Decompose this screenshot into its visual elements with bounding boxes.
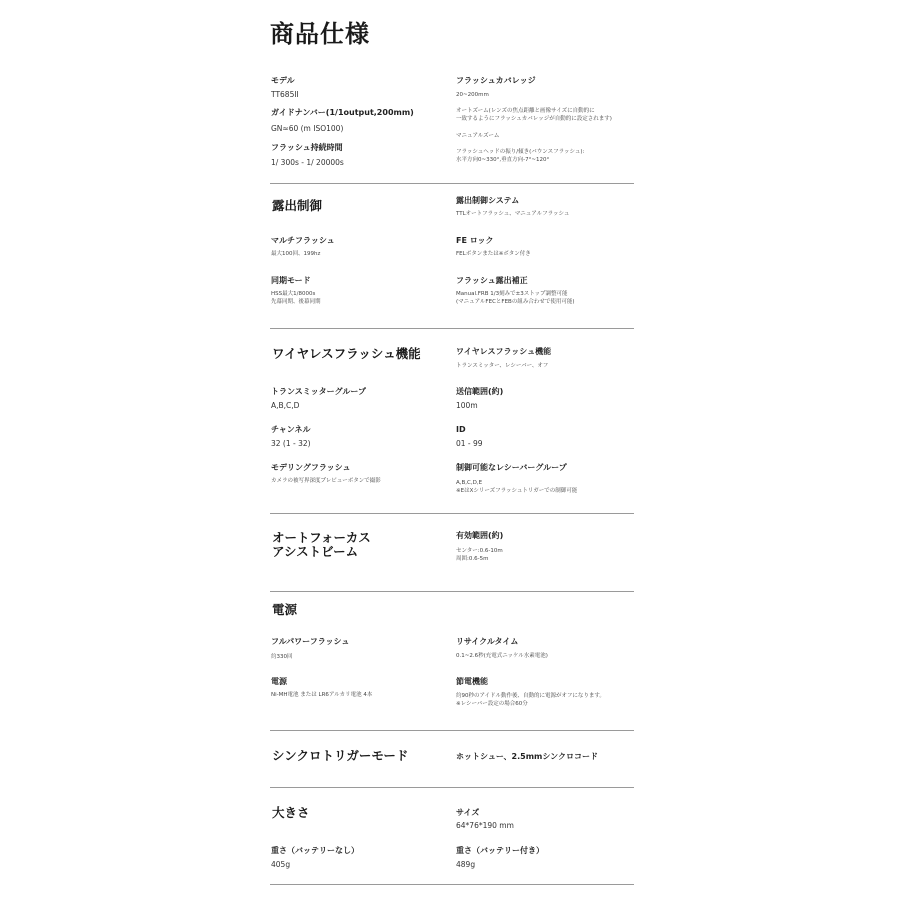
weight-no-battery-value: 405g (271, 860, 291, 869)
flash-duration-label: フラッシュ持続時間 (271, 143, 343, 152)
divider (270, 328, 634, 329)
weight-no-battery-label: 重さ（バッテリーなし） (271, 846, 359, 855)
sync-mode-label: 同期モード (271, 276, 311, 285)
power-save-label: 節電機能 (456, 677, 488, 686)
recycle-label: リサイクルタイム (456, 637, 519, 646)
fe-lock-value: FELボタンまたは※ボタン付き (456, 251, 531, 257)
transmit-range-label: 送信範囲(約) (456, 387, 504, 396)
af-range-label: 有効範囲(約) (456, 531, 504, 540)
wireless-func-value: トランスミッター、レシーバー、オフ (456, 363, 549, 369)
sync-trigger-section-title: シンクロトリガーモード (272, 748, 409, 763)
full-power-label: フルパワーフラッシュ (271, 637, 350, 646)
divider (270, 730, 634, 731)
id-value: 01 - 99 (456, 439, 483, 448)
model-value: TT685II (271, 90, 299, 99)
coverage-range: 20~200mm (456, 92, 489, 98)
fe-lock-label: FE ロック (456, 236, 494, 245)
receiver-group-value: A,B,C,D,E ※EはXシリーズフラッシュトリガーでの制御可能 (456, 480, 578, 494)
divider (270, 787, 634, 788)
divider (270, 513, 634, 514)
modeling-flash-label: モデリングフラッシュ (271, 463, 351, 472)
wireless-section-title: ワイヤレスフラッシュ機能 (272, 346, 421, 361)
transmitter-group-value: A,B,C,D (271, 401, 300, 410)
weight-battery-label: 重さ（バッテリー付き） (456, 846, 544, 855)
recycle-value: 0.1~2.6秒(充電式ニッケル水素電池) (456, 653, 548, 659)
power-supply-value: Ni-MH電池 または LR6アルカリ電池 4本 (271, 692, 373, 698)
power-section-title: 電源 (272, 602, 298, 617)
size-section-title: 大きさ (272, 805, 310, 820)
af-section-title-line2: アシストビーム (272, 544, 359, 559)
guide-number-label: ガイドナンバー(1/1output,200mm) (271, 108, 414, 117)
exposure-system-value: TTLオートフラッシュ、マニュアルフラッシュ (456, 211, 570, 217)
receiver-group-label: 制御可能なレシーバーグループ (456, 463, 567, 472)
full-power-value: 約330回 (271, 654, 293, 660)
page-title: 商品仕様 (270, 20, 370, 48)
af-section-title-line1: オートフォーカス (272, 530, 371, 545)
divider (270, 591, 634, 592)
coverage-manual: マニュアルズーム (456, 133, 500, 139)
flash-duration-value: 1/ 300s - 1/ 20000s (271, 158, 344, 167)
guide-number-value: GN≈60 (m ISO100) (271, 124, 344, 133)
multi-flash-value: 最大100回、199hz (271, 251, 321, 257)
wireless-func-label: ワイヤレスフラッシュ機能 (456, 347, 552, 356)
transmitter-group-label: トランスミッターグループ (271, 387, 366, 396)
weight-battery-value: 489g (456, 860, 476, 869)
dimensions-value: 64*76*190 mm (456, 821, 514, 830)
channel-value: 32 (1 - 32) (271, 439, 311, 448)
coverage-label: フラッシュカバレッジ (456, 76, 536, 85)
divider (270, 183, 634, 184)
af-range-value: センター:0.6-10m 周囲:0.6-5m (456, 548, 503, 562)
sync-trigger-value: ホットシュー、2.5mmシンクロコード (456, 752, 599, 761)
id-label: ID (456, 425, 466, 434)
coverage-auto: オートズーム(レンズの焦点距離と画像サイズに自動的に 一致するようにフラッシュカバレッジが自動的に設定されます) (456, 108, 612, 122)
sync-mode-value: HSS最大1/8000s 先幕同期、後幕同期 (271, 291, 321, 305)
power-save-value: 約90秒のアイドル動作後、自動的に電源がオフになります。 ※レシーバー設定の場合60分 (456, 693, 605, 707)
transmit-range-value: 100m (456, 401, 478, 410)
multi-flash-label: マルチフラッシュ (271, 236, 335, 245)
divider (270, 884, 634, 885)
modeling-flash-value: カメラの被写界深度プレビューボタンで撮影 (271, 478, 381, 484)
exposure-system-label: 露出制御システム (456, 196, 520, 205)
flash-comp-value: Manual.FRB 1/3刻みで±3ストップ調整可能 (マニュアルFECとFEBの組み合わせで使用可能) (456, 291, 575, 305)
channel-label: チャンネル (271, 425, 311, 434)
model-label: モデル (271, 76, 295, 85)
exposure-section-title: 露出制御 (272, 198, 323, 213)
power-supply-label: 電源 (271, 677, 287, 686)
coverage-bounce: フラッシュヘッドの振り/傾き(バウンスフラッシュ): 水平方向0~330°,垂直方向-7°~120° (456, 149, 585, 163)
flash-comp-label: フラッシュ露出補正 (456, 276, 528, 285)
dimensions-label: サイズ (456, 808, 480, 817)
